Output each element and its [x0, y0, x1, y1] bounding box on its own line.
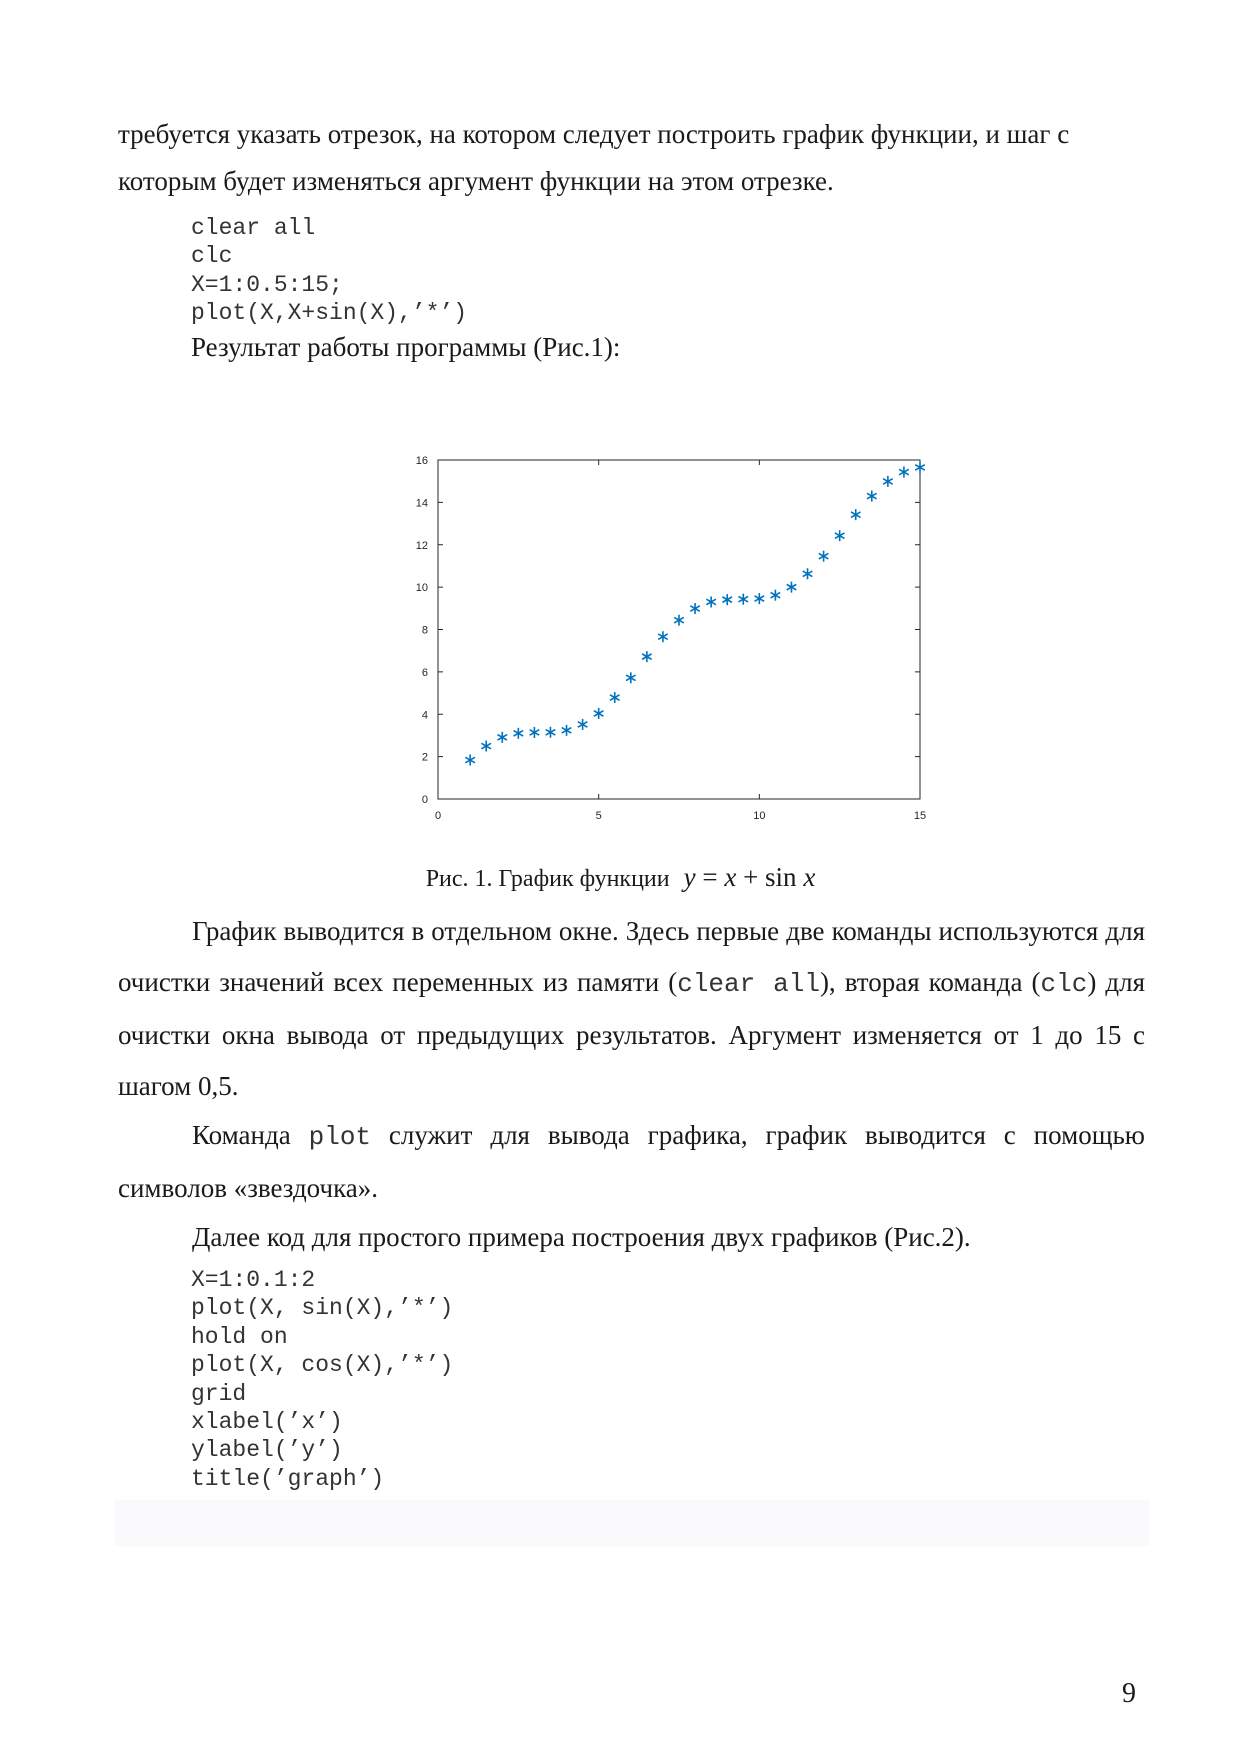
- data-point-star: [626, 672, 636, 683]
- code-line: ylabel(’y’): [191, 1437, 343, 1464]
- data-point-star: [722, 594, 732, 605]
- paragraph-2: [118, 1110, 1145, 1214]
- y-tick-label: 8: [421, 624, 428, 637]
- formula-y: y: [683, 862, 696, 892]
- code-line: hold on: [191, 1323, 288, 1350]
- data-point-star: [530, 727, 540, 738]
- code-line: plot(X,X+sin(X),’*’): [191, 300, 468, 327]
- formula-sin: + sin: [736, 862, 804, 892]
- data-point-star: [835, 530, 845, 541]
- code-line: X=1:0.1:2: [191, 1267, 316, 1293]
- formula-x: x: [724, 862, 737, 892]
- x-tick-label: 10: [753, 810, 766, 822]
- y-tick-label: 0: [421, 794, 428, 806]
- y-tick-label: 16: [415, 455, 428, 467]
- data-point-star: [465, 755, 475, 766]
- page-number: 9: [1122, 1678, 1136, 1709]
- code-inline-plot: plot: [308, 1122, 372, 1152]
- data-point-star: [690, 603, 700, 614]
- data-point-star: [915, 462, 925, 473]
- y-tick-label: 12: [415, 539, 428, 552]
- paragraph-1-text-a: График выводится в отдельном окне. Здесь первые две команды используются для очистки значений всех переменных из памяти (: [118, 916, 1145, 997]
- data-point-star: [481, 741, 491, 752]
- formula-x2: x: [803, 862, 816, 892]
- figure-1-caption: [0, 862, 1241, 893]
- caption-formula: [684, 862, 816, 892]
- data-point-star: [514, 728, 524, 739]
- x-tick-label: 0: [434, 810, 442, 822]
- data-point-star: [867, 491, 877, 502]
- code-line: X=1:0.5:15;: [191, 271, 343, 298]
- code-inline-clear-all: clear all: [677, 969, 820, 999]
- intro-line-1: требуется указать отрезок, на котором следует построить график функции, и шаг с: [118, 119, 1070, 149]
- data-point-star: [803, 568, 813, 579]
- data-point-star: [546, 727, 556, 738]
- data-point-star: [658, 631, 668, 642]
- data-point-star: [738, 594, 748, 605]
- code-block-2: [191, 1266, 453, 1493]
- data-point-star: [787, 582, 797, 593]
- code-background-shade: [114, 1500, 1150, 1546]
- y-tick-label: 6: [421, 666, 428, 679]
- data-point-star: [497, 732, 507, 743]
- x-tick-label: 15: [913, 810, 927, 822]
- paragraph-1-text-b: ), вторая команда (: [819, 967, 1041, 997]
- data-point-star: [594, 708, 604, 719]
- code-inline-clc: clc: [1040, 969, 1088, 999]
- paragraph-2-text-b: служит для вывода графика, график выводится с помощью символов «звездочка».: [118, 1120, 1145, 1203]
- code-line: plot(X, sin(X),’*’): [191, 1295, 454, 1322]
- data-point-star: [755, 593, 765, 604]
- intro-line-2: которым будет изменяться аргумент функции на этом отрезке.: [118, 166, 834, 196]
- paragraph-1-text-c: ) для очистки окна вывода от предыдущих результатов. Аргумент изменяется от 1 до 15 с шагом 0,5.: [118, 967, 1145, 1101]
- result-text: Результат работы программы (Рис.1):: [191, 332, 621, 362]
- code-line: clear all: [191, 215, 316, 241]
- paragraph-1: [118, 906, 1145, 1112]
- data-point-star: [562, 725, 572, 736]
- formula-equals: =: [695, 862, 725, 892]
- code-block-1: [191, 214, 467, 328]
- x-tick-label: 5: [595, 810, 602, 822]
- code-line: grid: [191, 1380, 247, 1407]
- caption-prefix: Рис. 1. График функции: [425, 866, 670, 892]
- figure-1-chart: [395, 448, 935, 828]
- y-tick-label: 4: [421, 709, 428, 722]
- plot-axes-box: [438, 460, 920, 799]
- y-tick-label: 10: [415, 582, 428, 595]
- data-point-star: [771, 590, 781, 601]
- data-point-star: [883, 476, 893, 487]
- y-tick-label: 2: [421, 751, 428, 764]
- code-line: title(’graph’): [191, 1465, 385, 1492]
- code-line: xlabel(’x’): [191, 1409, 343, 1436]
- code-line: clc: [191, 243, 233, 270]
- paragraph-3: Далее код для простого примера построения двух графиков (Рис.2).: [192, 1222, 971, 1252]
- data-point-star: [899, 467, 909, 478]
- data-point-star: [674, 615, 684, 626]
- data-point-star: [610, 692, 620, 703]
- data-point-star: [642, 651, 652, 662]
- data-point-star: [578, 719, 588, 730]
- y-tick-label: 14: [415, 497, 428, 510]
- paragraph-2-text-a: Команда: [192, 1120, 309, 1150]
- code-line: plot(X, cos(X),’*’): [191, 1352, 454, 1379]
- data-point-star: [851, 509, 861, 520]
- data-point-star: [819, 551, 829, 562]
- data-point-star: [706, 596, 716, 607]
